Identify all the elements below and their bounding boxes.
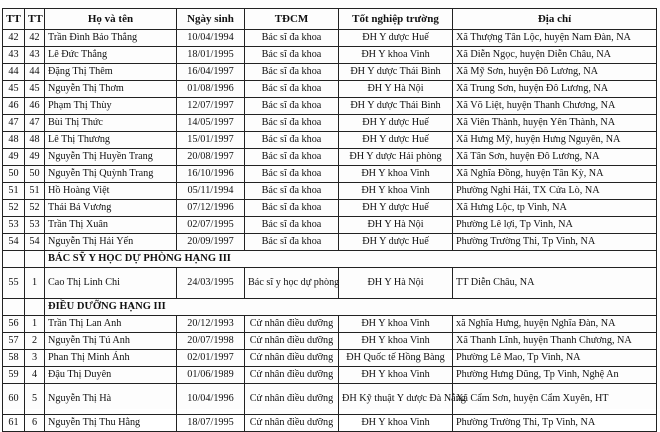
cell-name: Bùi Thị Thức — [45, 115, 177, 132]
cell-school: ĐH Y dược Huế — [339, 234, 453, 251]
table-row — [3, 64, 657, 81]
cell-tt-1: 54 — [3, 234, 25, 251]
cell-tt-1: 60 — [3, 384, 25, 415]
cell-name: Lê Đức Thắng — [45, 47, 177, 64]
section-row — [3, 251, 657, 268]
table-row — [3, 384, 657, 415]
cell-tdcm: Cử nhân điều dưỡng — [245, 316, 339, 333]
table-row — [3, 98, 657, 115]
cell-tt-1: 43 — [3, 47, 25, 64]
cell-tt-2: 54 — [25, 234, 45, 251]
cell-name: Nguyễn Thị Thu Hằng — [45, 415, 177, 432]
cell-name: Đặng Thị Thêm — [45, 64, 177, 81]
cell-tt-1: 57 — [3, 333, 25, 350]
group-doctors — [3, 30, 657, 251]
cell-tt-1: 56 — [3, 316, 25, 333]
cell-name: Nguyễn Thị Huyền Trang — [45, 149, 177, 166]
cell-tdcm: Cử nhân điều dưỡng — [245, 415, 339, 432]
cell-school: ĐH Y khoa Vinh — [339, 415, 453, 432]
table-row — [3, 132, 657, 149]
cell-school: ĐH Y Hà Nội — [339, 81, 453, 98]
cell-tt-2: 2 — [25, 333, 45, 350]
group-nursing — [3, 316, 657, 432]
cell-name: Nguyễn Thị Thơm — [45, 81, 177, 98]
cell-dob: 01/08/1996 — [177, 81, 245, 98]
cell-tt-2: 42 — [25, 30, 45, 47]
cell-tdcm: Bác sĩ đa khoa — [245, 234, 339, 251]
cell-name: Nguyễn Thị Quỳnh Trang — [45, 166, 177, 183]
cell-name: Phan Thị Minh Ánh — [45, 350, 177, 367]
cell-dob: 20/09/1997 — [177, 234, 245, 251]
table-row — [3, 30, 657, 47]
header-dob: Ngày sinh — [177, 9, 245, 30]
cell-address: Phường Lê Mao, Tp Vinh, NA — [453, 350, 657, 367]
cell-dob: 18/07/1995 — [177, 415, 245, 432]
cell-tt-2: 3 — [25, 350, 45, 367]
cell-address: xã Nghĩa Hưng, huyện Nghĩa Đàn, NA — [453, 316, 657, 333]
cell-tt-2: 4 — [25, 367, 45, 384]
cell-school: ĐH Y khoa Vinh — [339, 316, 453, 333]
section-preventive — [3, 251, 657, 268]
header-tt-2: TT — [25, 9, 45, 30]
group-preventive — [3, 268, 657, 299]
cell-tt-2: 53 — [25, 217, 45, 234]
header-address: Địa chỉ — [453, 9, 657, 30]
cell-name: Trần Đình Bảo Thắng — [45, 30, 177, 47]
cell-address: Xã Nghĩa Đồng, huyện Tân Kỳ, NA — [453, 166, 657, 183]
section-title: ĐIỀU DƯỠNG HẠNG III — [45, 299, 657, 316]
cell-tdcm: Cử nhân điều dưỡng — [245, 350, 339, 367]
cell-name: Nguyễn Thị Tú Anh — [45, 333, 177, 350]
cell-address: Xã Thượng Tân Lộc, huyện Nam Đàn, NA — [453, 30, 657, 47]
cell-address: Xã Cẩm Sơn, huyện Cẩm Xuyên, HT — [453, 384, 657, 415]
cell-address: Xã Võ Liệt, huyện Thanh Chương, NA — [453, 98, 657, 115]
cell-dob: 20/08/1997 — [177, 149, 245, 166]
cell-dob: 18/01/1995 — [177, 47, 245, 64]
cell-tt-2: 48 — [25, 132, 45, 149]
table-row — [3, 234, 657, 251]
cell-dob: 14/05/1997 — [177, 115, 245, 132]
cell-dob: 20/07/1998 — [177, 333, 245, 350]
cell-tt-2: 1 — [25, 316, 45, 333]
cell-tdcm: Cử nhân điều dưỡng — [245, 333, 339, 350]
cell-tt-2: 44 — [25, 64, 45, 81]
cell-tt-2: 43 — [25, 47, 45, 64]
cell-address: Xã Hưng Mỹ, huyện Hưng Nguyên, NA — [453, 132, 657, 149]
table-row — [3, 316, 657, 333]
cell-school: ĐH Y dược Huế — [339, 132, 453, 149]
table-row — [3, 217, 657, 234]
cell-name: Cao Thị Linh Chi — [45, 268, 177, 299]
cell-tdcm: Bác sĩ đa khoa — [245, 149, 339, 166]
cell-tdcm: Bác sĩ đa khoa — [245, 98, 339, 115]
cell-tdcm: Cử nhân điều dưỡng — [245, 384, 339, 415]
cell-address: Xã Mỹ Sơn, huyện Đô Lương, NA — [453, 64, 657, 81]
cell-tt-1: 58 — [3, 350, 25, 367]
table-row — [3, 115, 657, 132]
cell-tt-2: 5 — [25, 384, 45, 415]
cell-tt-1: 51 — [3, 183, 25, 200]
cell-tt-1: 50 — [3, 166, 25, 183]
cell-address: Xã Tân Sơn, huyện Đô Lương, NA — [453, 149, 657, 166]
cell-school: ĐH Y dược Thái Bình — [339, 98, 453, 115]
cell-name: Trần Thị Lan Anh — [45, 316, 177, 333]
cell-dob: 01/06/1989 — [177, 367, 245, 384]
cell-tt-1: 59 — [3, 367, 25, 384]
cell-school: ĐH Y khoa Vinh — [339, 183, 453, 200]
cell-school: ĐH Y khoa Vinh — [339, 333, 453, 350]
cell-address: Phường Hưng Dũng, Tp Vinh, Nghệ An — [453, 367, 657, 384]
cell-tt-1: 49 — [3, 149, 25, 166]
cell-tt-2: 47 — [25, 115, 45, 132]
table-row — [3, 367, 657, 384]
cell-tdcm: Bác sĩ y học dự phòng — [245, 268, 339, 299]
header-row — [3, 9, 657, 30]
cell-address: Xã Viên Thành, huyện Yên Thành, NA — [453, 115, 657, 132]
cell-dob: 02/01/1997 — [177, 350, 245, 367]
cell-address: Phường Lê lợi, Tp Vinh, NA — [453, 217, 657, 234]
cell-name: Nguyễn Thị Hà — [45, 384, 177, 415]
cell-dob: 10/04/1994 — [177, 30, 245, 47]
section-title: BÁC SỸ Y HỌC DỰ PHÒNG HẠNG III — [45, 251, 657, 268]
table-row — [3, 268, 657, 299]
cell-tt-1: 61 — [3, 415, 25, 432]
cell-school: ĐH Y dược Huế — [339, 200, 453, 217]
cell-name: Đậu Thị Duyên — [45, 367, 177, 384]
table-row — [3, 200, 657, 217]
cell-tdcm: Bác sĩ đa khoa — [245, 217, 339, 234]
cell-tdcm: Bác sĩ đa khoa — [245, 183, 339, 200]
cell-name: Phạm Thị Thùy — [45, 98, 177, 115]
cell-address: Phường Trường Thi, Tp Vinh, NA — [453, 234, 657, 251]
cell-school: ĐH Y dược Hải phòng — [339, 149, 453, 166]
cell-tt-1: 53 — [3, 217, 25, 234]
cell-address: Xã Diễn Ngọc, huyện Diễn Châu, NA — [453, 47, 657, 64]
cell-address: Xã Trung Sơn, huyện Đô Lương, NA — [453, 81, 657, 98]
cell-dob: 16/10/1996 — [177, 166, 245, 183]
cell-school: ĐH Kỹ thuật Y dược Đà Nẵng — [339, 384, 453, 415]
section-row — [3, 299, 657, 316]
cell-tdcm: Bác sĩ đa khoa — [245, 132, 339, 149]
cell-school: ĐH Y khoa Vinh — [339, 47, 453, 64]
header-school: Tốt nghiệp trường — [339, 9, 453, 30]
cell-address: Phường Nghi Hải, TX Cửa Lò, NA — [453, 183, 657, 200]
cell-dob: 16/04/1997 — [177, 64, 245, 81]
header-tt-1: TT — [3, 9, 25, 30]
cell-tdcm: Bác sĩ đa khoa — [245, 115, 339, 132]
cell-tt-2: 49 — [25, 149, 45, 166]
cell-tt-1: 42 — [3, 30, 25, 47]
cell-tt-2: 50 — [25, 166, 45, 183]
cell-tt-2: 52 — [25, 200, 45, 217]
cell-school: ĐH Y Hà Nội — [339, 217, 453, 234]
cell-dob: 15/01/1997 — [177, 132, 245, 149]
cell-tdcm: Cử nhân điều dưỡng — [245, 367, 339, 384]
cell-name: Lê Thị Thương — [45, 132, 177, 149]
cell-tt-2: 6 — [25, 415, 45, 432]
cell-tt-1: 44 — [3, 64, 25, 81]
cell-tt-2: 46 — [25, 98, 45, 115]
table-row — [3, 166, 657, 183]
cell-school: ĐH Quốc tế Hồng Bàng — [339, 350, 453, 367]
table-row — [3, 350, 657, 367]
cell-tdcm: Bác sĩ đa khoa — [245, 81, 339, 98]
cell-tdcm: Bác sĩ đa khoa — [245, 30, 339, 47]
header-tdcm: TĐCM — [245, 9, 339, 30]
table-row — [3, 415, 657, 432]
cell-dob: 12/07/1997 — [177, 98, 245, 115]
cell-tt-1: 48 — [3, 132, 25, 149]
cell-tdcm: Bác sĩ đa khoa — [245, 166, 339, 183]
cell-tt-2: 45 — [25, 81, 45, 98]
table-row — [3, 47, 657, 64]
cell-tt-2: 51 — [25, 183, 45, 200]
cell-dob: 05/11/1994 — [177, 183, 245, 200]
cell-name: Nguyễn Thị Hải Yến — [45, 234, 177, 251]
cell-address: Xã Hưng Lộc, tp Vinh, NA — [453, 200, 657, 217]
header-name: Họ và tên — [45, 9, 177, 30]
cell-tt-1: 47 — [3, 115, 25, 132]
cell-school: ĐH Y dược Thái Bình — [339, 64, 453, 81]
cell-tt-1: 55 — [3, 268, 25, 299]
cell-name: Trần Thị Xuân — [45, 217, 177, 234]
cell-address: Xã Thanh Lĩnh, huyện Thanh Chương, NA — [453, 333, 657, 350]
cell-address: Phường Trường Thi, Tp Vinh, NA — [453, 415, 657, 432]
cell-name: Hồ Hoàng Việt — [45, 183, 177, 200]
cell-tt-1: 45 — [3, 81, 25, 98]
table-row — [3, 333, 657, 350]
staff-table — [2, 8, 657, 432]
cell-tdcm: Bác sĩ đa khoa — [245, 200, 339, 217]
section-nursing — [3, 299, 657, 316]
cell-school: ĐH Y khoa Vinh — [339, 166, 453, 183]
cell-school: ĐH Y dược Huế — [339, 30, 453, 47]
cell-dob: 07/12/1996 — [177, 200, 245, 217]
table-row — [3, 81, 657, 98]
cell-dob: 02/07/1995 — [177, 217, 245, 234]
table-row — [3, 183, 657, 200]
cell-dob: 10/04/1996 — [177, 384, 245, 415]
cell-tdcm: Bác sĩ đa khoa — [245, 64, 339, 81]
cell-school: ĐH Y dược Huế — [339, 115, 453, 132]
cell-school: ĐH Y Hà Nội — [339, 268, 453, 299]
cell-tdcm: Bác sĩ đa khoa — [245, 47, 339, 64]
cell-tt-2: 1 — [25, 268, 45, 299]
table-row — [3, 149, 657, 166]
cell-address: TT Diễn Châu, NA — [453, 268, 657, 299]
cell-dob: 24/03/1995 — [177, 268, 245, 299]
cell-dob: 20/12/1993 — [177, 316, 245, 333]
cell-tt-1: 52 — [3, 200, 25, 217]
cell-school: ĐH Y khoa Vinh — [339, 367, 453, 384]
cell-tt-1: 46 — [3, 98, 25, 115]
cell-name: Thái Bá Vương — [45, 200, 177, 217]
